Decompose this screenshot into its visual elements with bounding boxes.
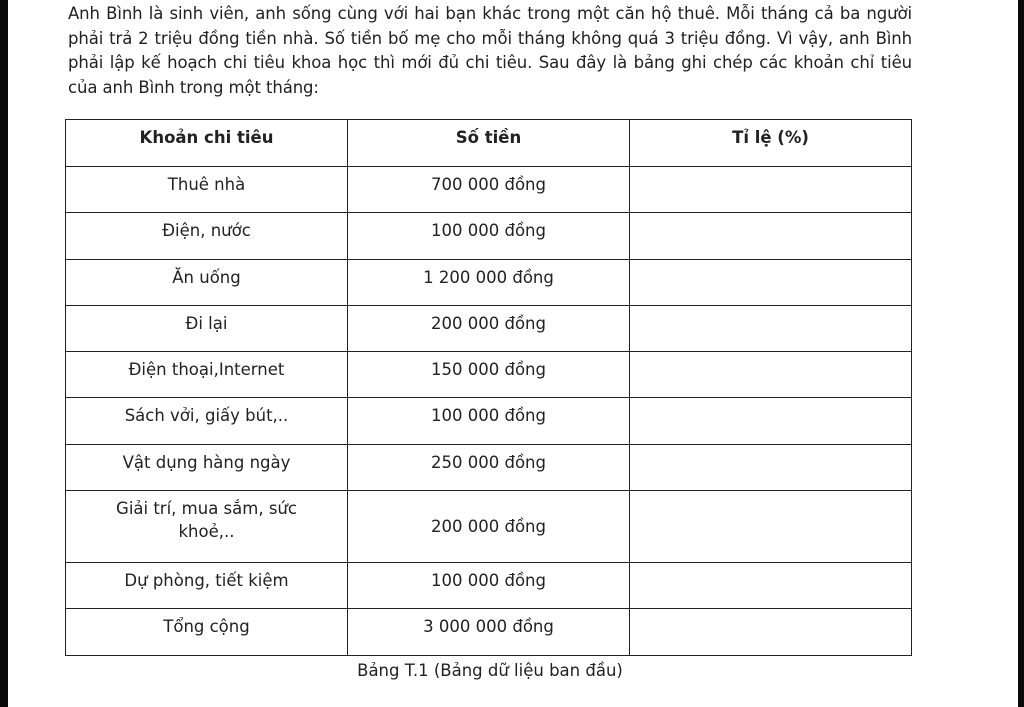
amount-cell: 3 000 000 đồng — [348, 609, 630, 655]
table-row — [66, 491, 912, 563]
right-border-bar — [1018, 0, 1024, 707]
item-cell: Sách vởi, giấy bút,.. — [66, 398, 348, 444]
table-header-row — [66, 120, 912, 167]
ratio-cell — [630, 563, 912, 609]
amount-cell: 150 000 đồng — [348, 352, 630, 398]
table-row — [66, 167, 912, 213]
ratio-cell — [630, 167, 912, 213]
table-row — [66, 352, 912, 398]
item-cell: Đi lại — [66, 305, 348, 351]
header-amount: Số tiền — [348, 120, 630, 167]
item-cell: Ăn uống — [66, 259, 348, 305]
ratio-cell — [630, 259, 912, 305]
item-cell: Dự phòng, tiết kiệm — [66, 563, 348, 609]
item-cell: Giải trí, mua sắm, sức khoẻ,.. — [66, 491, 348, 563]
table-row — [66, 444, 912, 490]
intro-paragraph: Anh Bình là sinh viên, anh sống cùng với hai bạn khác trong một căn hộ thuê. Mỗi tháng cả ba người phải trả 2 triệu đồng tiền nhà. Số tiền bố mẹ cho mỗi tháng không quá 3 triệu đồng. Vì vậy, anh Bình phải lập kế hoạch chi tiêu khoa học thì mới đủ chi tiêu. Sau đây là bảng ghi chép các khoản chỉ tiêu của anh Bình trong một tháng: — [68, 4, 912, 97]
amount-cell: 100 000 đồng — [348, 563, 630, 609]
item-cell: Tổng cộng — [66, 609, 348, 655]
table-row-total — [66, 609, 912, 655]
table-row — [66, 213, 912, 259]
ratio-cell — [630, 491, 912, 563]
table-row — [66, 259, 912, 305]
item-cell: Thuê nhà — [66, 167, 348, 213]
amount-cell: 700 000 đồng — [348, 167, 630, 213]
item-cell: Điện, nước — [66, 213, 348, 259]
amount-cell: 200 000 đồng — [348, 305, 630, 351]
table-row — [66, 305, 912, 351]
ratio-cell — [630, 352, 912, 398]
amount-cell: 100 000 đồng — [348, 213, 630, 259]
header-ratio: Tỉ lệ (%) — [630, 120, 912, 167]
table-row — [66, 398, 912, 444]
ratio-cell — [630, 305, 912, 351]
expense-table — [65, 119, 912, 656]
amount-cell: 200 000 đồng — [348, 491, 630, 563]
ratio-cell — [630, 213, 912, 259]
table-caption: Bảng T.1 (Bảng dữ liệu ban đầu) — [357, 661, 623, 680]
amount-cell: 1 200 000 đồng — [348, 259, 630, 305]
item-cell: Điện thoại,Internet — [66, 352, 348, 398]
ratio-cell — [630, 444, 912, 490]
amount-cell: 250 000 đồng — [348, 444, 630, 490]
left-border-bar — [0, 0, 8, 707]
amount-cell: 100 000 đồng — [348, 398, 630, 444]
table-row — [66, 563, 912, 609]
item-cell: Vật dụng hàng ngày — [66, 444, 348, 490]
ratio-cell — [630, 398, 912, 444]
header-item: Khoản chi tiêu — [66, 120, 348, 167]
ratio-cell — [630, 609, 912, 655]
